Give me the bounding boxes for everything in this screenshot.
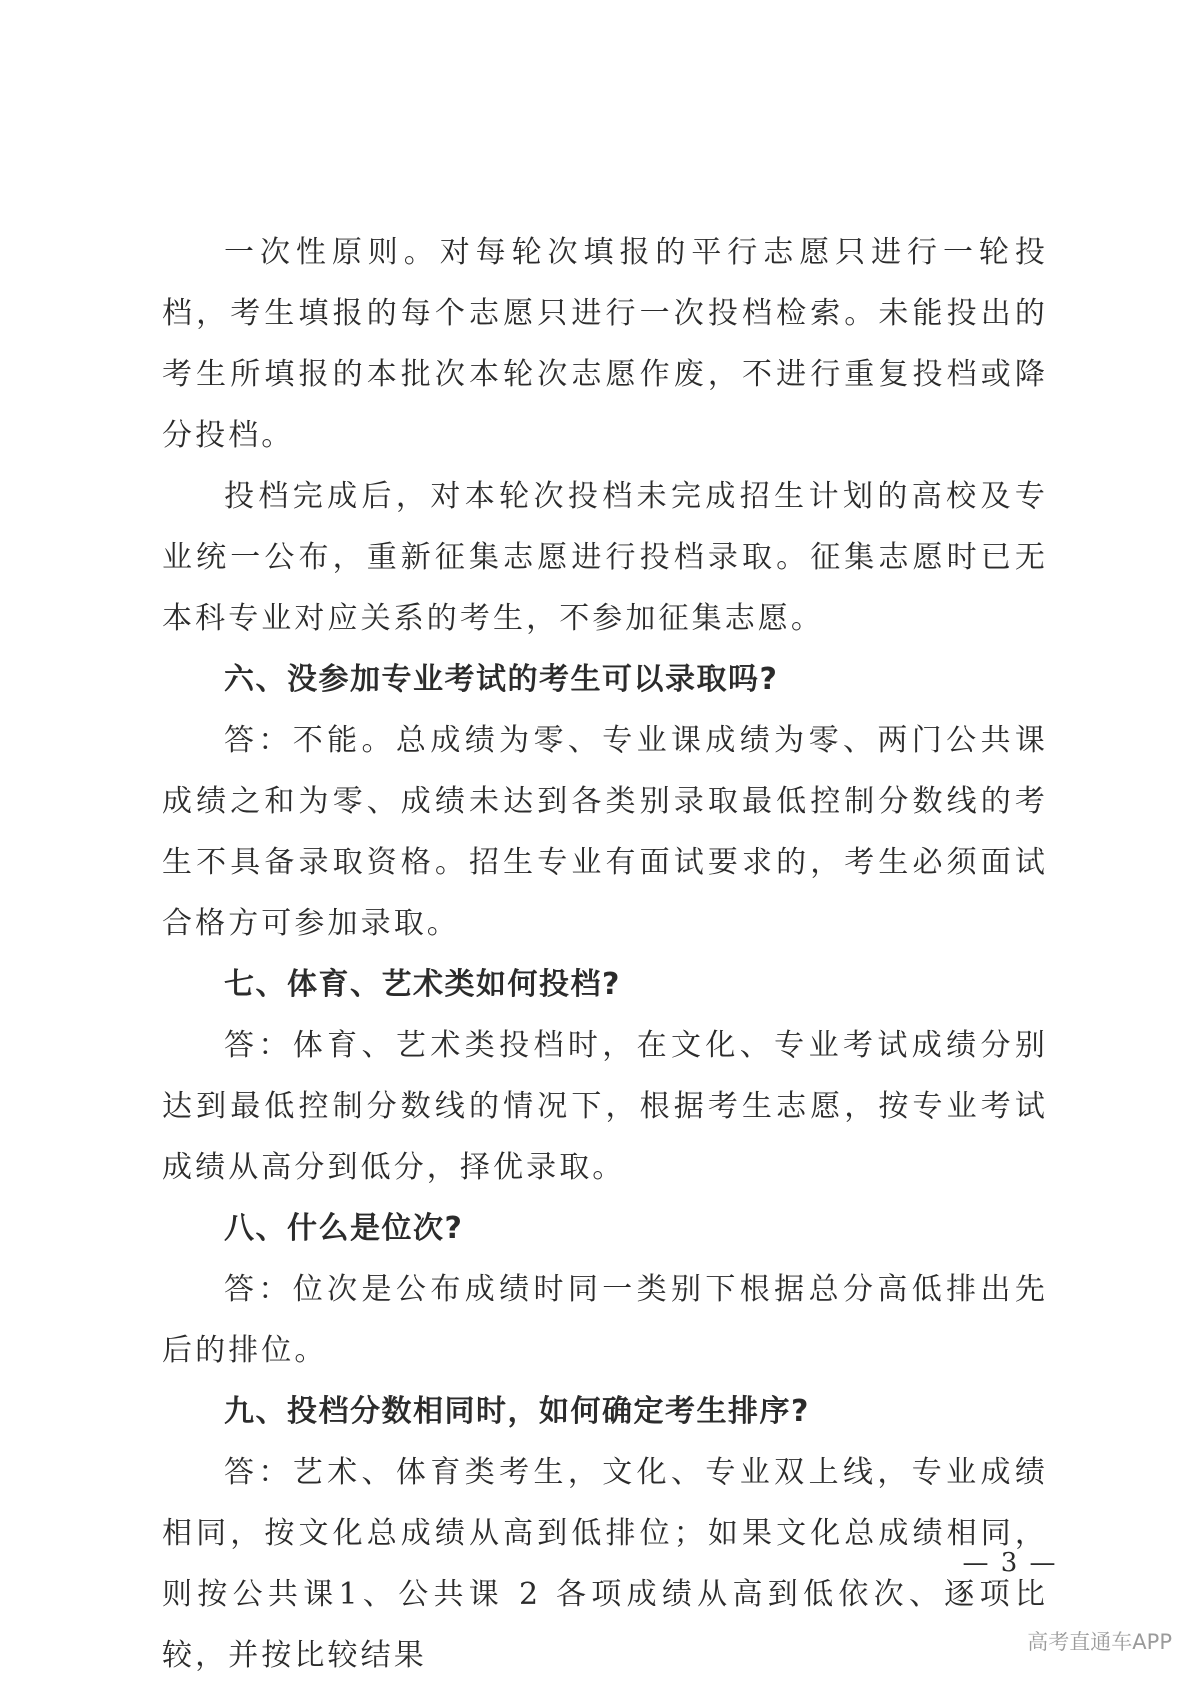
heading-question-7: 七、体育、艺术类如何投档? (224, 967, 621, 1002)
answer-question-8: 答：位次是公布成绩时同一类别下根据总分高低排出先后的排位。 (162, 1272, 1048, 1368)
heading-question-9: 九、投档分数相同时，如何确定考生排序? (224, 1394, 810, 1429)
heading-question-8: 八、什么是位次? (224, 1211, 464, 1246)
document-body (162, 222, 1048, 1686)
paragraph-collect-wishes: 投档完成后，对本轮次投档未完成招生计划的高校及专业统一公布，重新征集志愿进行投档录取。征集志愿时已无本科专业对应关系的考生，不参加征集志愿。 (162, 479, 1048, 636)
answer-question-9: 答：艺术、体育类考生，文化、专业双上线，专业成绩相同，按文化总成绩从高到低排位；如果文化总成绩相同，则按公共课1、公共课 2 各项成绩从高到低依次、逐项比较，并按比较结果 (162, 1455, 1048, 1673)
answer-question-7: 答：体育、艺术类投档时，在文化、专业考试成绩分别达到最低控制分数线的情况下，根据考生志愿，按专业考试成绩从高分到低分，择优录取。 (162, 1028, 1048, 1185)
watermark-text: 高考直通车APP (1027, 1630, 1172, 1654)
answer-question-6: 答：不能。总成绩为零、专业课成绩为零、两门公共课成绩之和为零、成绩未达到各类别录取最低控制分数线的考生不具备录取资格。招生专业有面试要求的，考生必须面试合格方可参加录取。 (162, 723, 1048, 941)
heading-question-6: 六、没参加专业考试的考生可以录取吗? (224, 662, 779, 697)
paragraph-parallel-principle: 一次性原则。对每轮次填报的平行志愿只进行一轮投档，考生填报的每个志愿只进行一次投档检索。未能投出的考生所填报的本批次本轮次志愿作废，不进行重复投档或降分投档。 (162, 235, 1048, 453)
page-number: — 3 — (962, 1548, 1058, 1578)
